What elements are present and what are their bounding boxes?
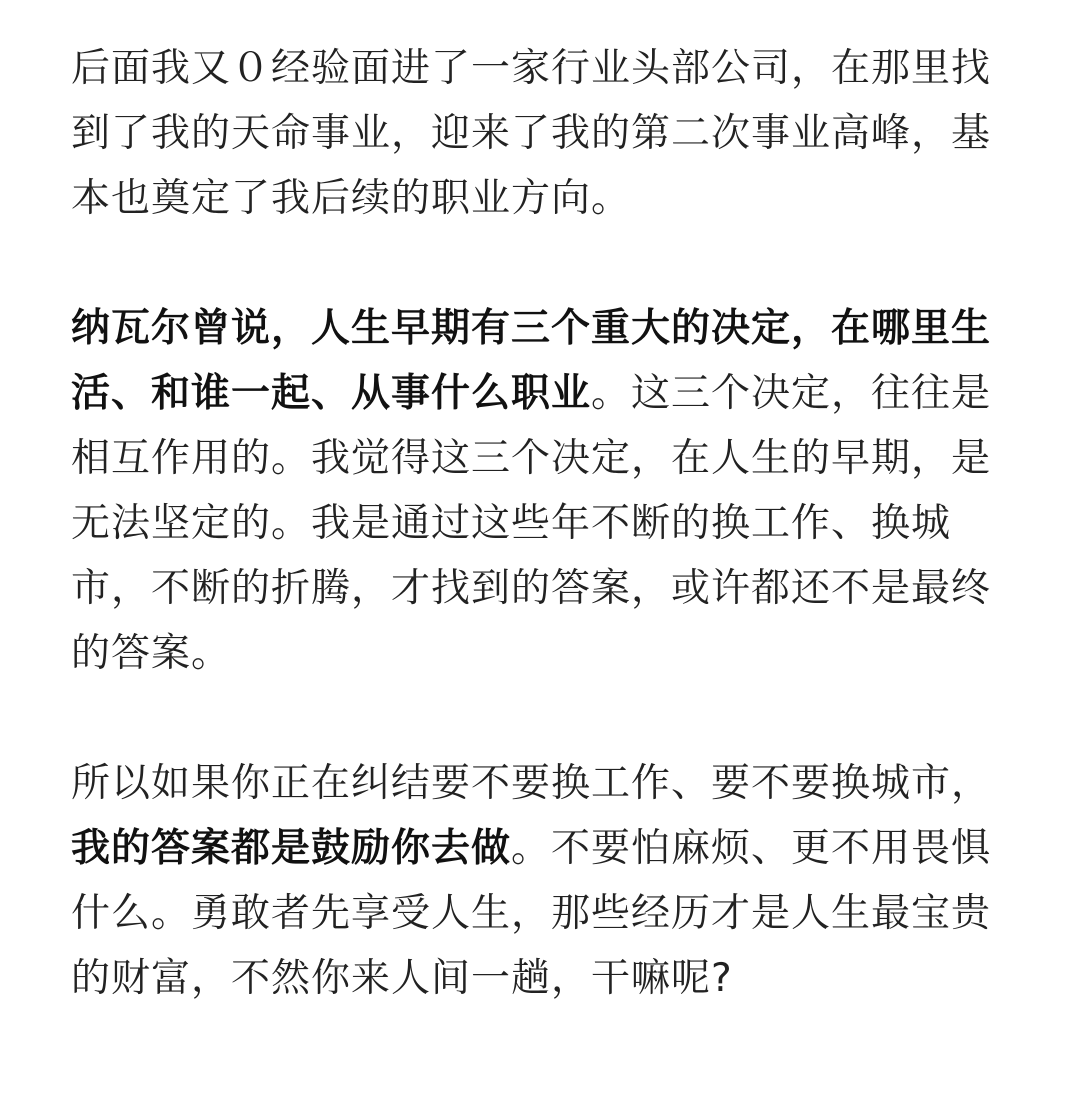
paragraph-career-peak	[71, 36, 1011, 231]
highlighted-quote: 纳瓦尔曾说，人生早期有三个重大的决定，在哪里生活、和谁一起、从事什么职业	[71, 306, 992, 416]
article-body	[71, 36, 1011, 1076]
paragraph-text: 后面我又０经验面进了一家行业头部公司，在那里找到了我的天命事业，迎来了我的第二次事业高峰，基本也奠定了我后续的职业方向。	[71, 46, 992, 221]
highlighted-advice: 我的答案都是鼓励你去做	[71, 826, 512, 871]
paragraph-naval-quote	[71, 296, 1011, 686]
paragraph-text: 所以如果你正在纠结要不要换工作、要不要换城市，	[71, 761, 992, 806]
paragraph-advice	[71, 751, 1011, 1011]
paragraph-text: 。这三个决定，往往是相互作用的。我觉得这三个决定，在人生的早期，是无法坚定的。我是通过这些年不断的换工作、换城市，不断的折腾，才找到的答案，或许都还不是最终的答案。	[71, 371, 992, 676]
paragraph-text: 。不要怕麻烦、更不用畏惧什么。勇敢者先享受人生，那些经历才是人生最宝贵的财富，不然你来人间一趟，干嘛呢?	[71, 826, 992, 1001]
